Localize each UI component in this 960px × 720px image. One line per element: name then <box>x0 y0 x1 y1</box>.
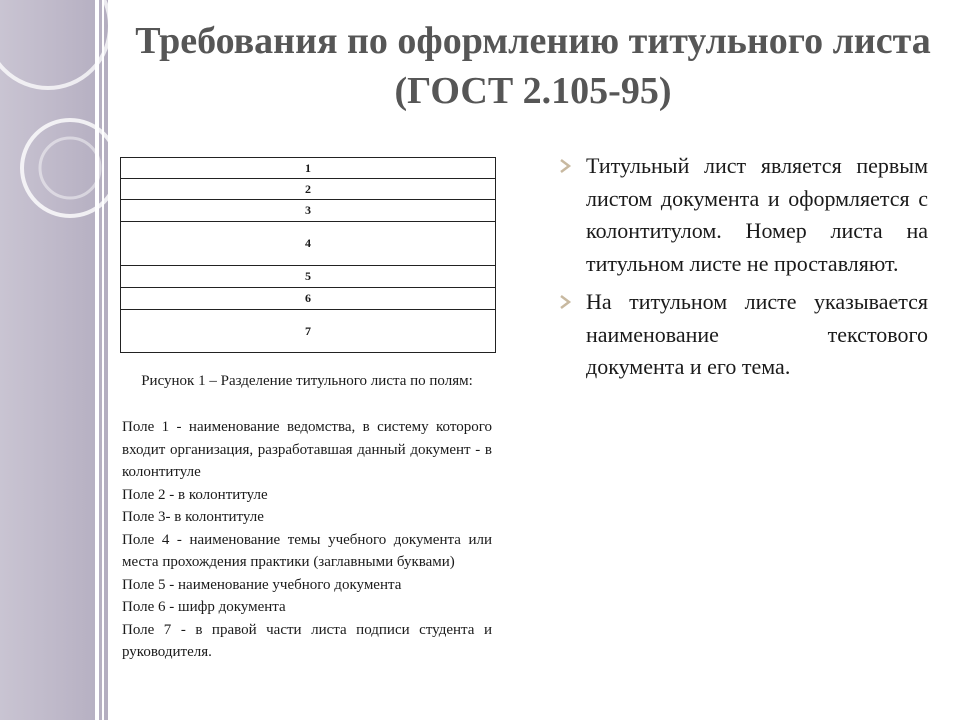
slide-title: Требования по оформлению титульного листа (ГОСТ 2.105-95) <box>135 20 931 112</box>
legend-item: Поле 7 - в правой части листа подписи студента и руководителя. <box>122 621 492 660</box>
legend-item: Поле 5 - наименование учебного документа <box>122 576 402 593</box>
bullet-item <box>558 286 928 384</box>
ring-ornament-icon <box>0 0 120 240</box>
legend-item: Поле 1 - наименование ведомства, в систему которого входит организация, разработавшая данный документ - в колонтитуле <box>122 419 492 480</box>
field-box-1: 1 <box>120 157 496 179</box>
field-box-6: 6 <box>120 288 496 310</box>
bullet-item <box>558 150 928 280</box>
legend-item: Поле 3- в колонтитуле <box>122 509 264 525</box>
field-box-5: 5 <box>120 266 496 288</box>
legend-item: Поле 2 - в колонтитуле <box>122 486 268 503</box>
title-page-layout-figure <box>120 157 496 353</box>
legend-item: Поле 6 - шифр документа <box>122 599 286 615</box>
field-legend <box>122 416 492 664</box>
field-box-4: 4 <box>120 222 496 266</box>
field-box-7: 7 <box>120 310 496 353</box>
bullet-list <box>558 150 928 390</box>
chevron-right-icon <box>558 158 574 174</box>
bullet-text: Титульный лист является первым листом документа и оформляется с колонтитулом. Номер листа на титульном листе не проставляют. <box>586 153 928 276</box>
legend-item: Поле 4 - наименование темы учебного документа или места прохождения практики (заглавными буквами) <box>122 531 492 570</box>
chevron-right-icon <box>558 294 574 310</box>
bullet-text: На титульном листе указывается наименование текстового документа и его тема. <box>586 289 928 379</box>
figure-caption: Рисунок 1 – Разделение титульного листа по полям: <box>141 373 473 389</box>
field-box-2: 2 <box>120 179 496 200</box>
field-box-3: 3 <box>120 200 496 222</box>
